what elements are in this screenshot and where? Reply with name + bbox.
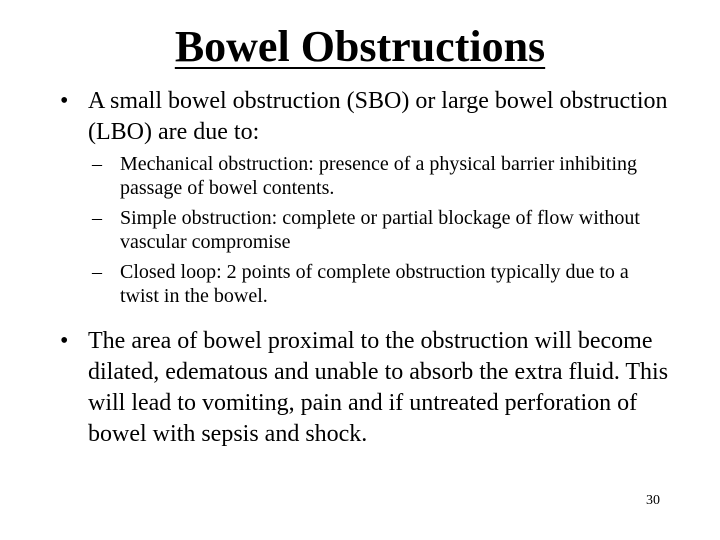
sub-bullet-text: Simple obstruction: complete or partial blockage of flow without vascular compromise — [120, 207, 640, 253]
bullet-item — [60, 326, 670, 450]
slide-title: Bowel Obstructions — [174, 22, 546, 71]
bullet-marker: • — [60, 88, 69, 114]
sub-bullet-marker: – — [92, 153, 102, 175]
sub-bullet-list — [92, 152, 662, 314]
bullet-item — [60, 86, 670, 148]
sub-bullet-item — [92, 206, 662, 254]
bullet-text: The area of bowel proximal to the obstruction will become dilated, edematous and unable to absorb the extra fluid. This will lead to vomiting, pain and if untreated perforation of bowel with sepsis and shock. — [88, 328, 669, 447]
sub-bullet-item — [92, 152, 662, 200]
sub-bullet-marker: – — [92, 261, 102, 283]
sub-bullet-item — [92, 260, 662, 308]
sub-bullet-marker: – — [92, 207, 102, 229]
page-number: 30 — [646, 493, 660, 508]
sub-bullet-text: Closed loop: 2 points of complete obstruction typically due to a twist in the bowel. — [120, 261, 629, 307]
bullet-marker: • — [60, 328, 69, 354]
bullet-text: A small bowel obstruction (SBO) or large bowel obstruction (LBO) are due to: — [88, 88, 668, 145]
sub-bullet-text: Mechanical obstruction: presence of a physical barrier inhibiting passage of bowel contents. — [120, 153, 638, 199]
